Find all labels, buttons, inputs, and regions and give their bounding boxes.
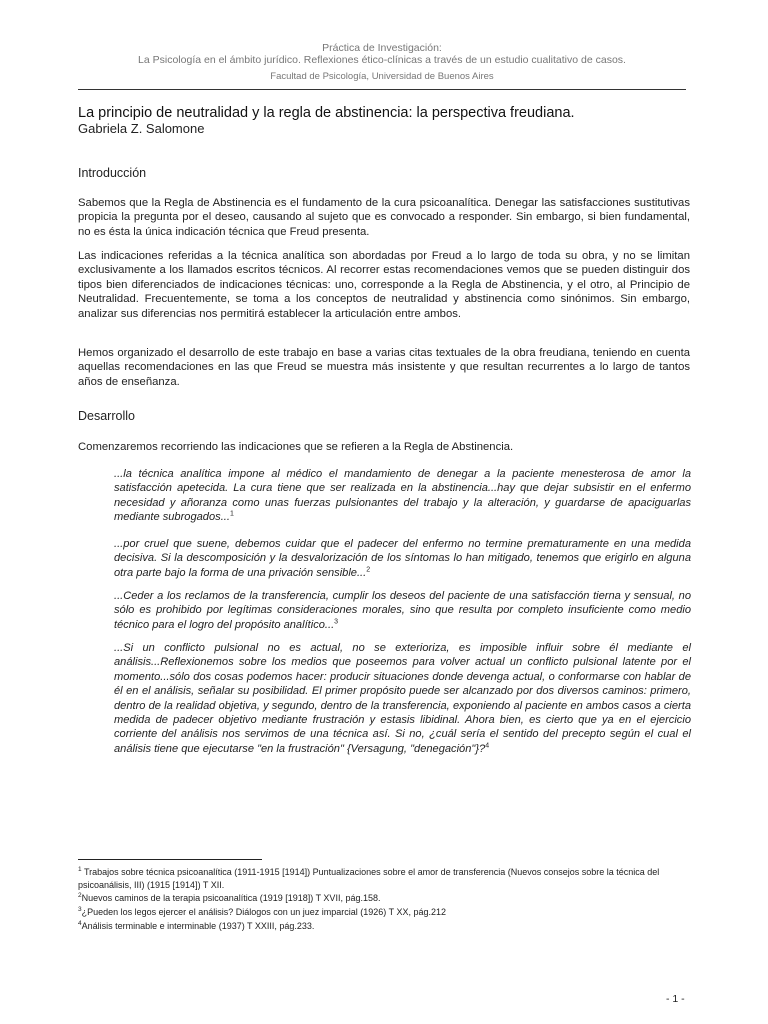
footnote-ref[interactable]: 3 <box>334 618 339 626</box>
quote-text: ...Si un conflicto pulsional no es actual, no se exterioriza, es imposible influir sobre él mediante el análisis...Reflexionemos sobre los medios que poseemos para volver actual un conflicto pulsional latente por el momento...sólo dos cosas podemos hacer: producir situaciones donde devenga actual, o conformarse con hablar de él en el análisis, señalar su posibilidad. El primer propósito puede ser alcanzado por dos diversos caminos: primero, dentro de la realidad objetiva, y segundo, dentro de la transferencia, exponiendo al paciente en ambos casos a cierta medida de padecer objetivo mediante frustración y estasis libidinal. Ahora bien, es cierto que ya en el ejercicio corriente del análisis nos servimos de una técnica así. Si no, ¿cuál sería el sentido del precepto según el cual el análisis tiene que ejecutarse "en la frustración" {Versagung, "denegación"}? <box>114 642 691 755</box>
section-heading-development: Desarrollo <box>78 409 135 423</box>
block-quote-2 <box>114 537 691 580</box>
block-quote-1 <box>114 467 691 525</box>
quote-text: ...Ceder a los reclamos de la transferencia, cumplir los deseos del paciente de una satisfacción tierna y sensual, no sólo es prohibido por legítimas consideraciones morales, sino que resulta por completo insuficiente como medio técnico para el logro del propósito analítico... <box>114 590 691 631</box>
document-title: La principio de neutralidad y la regla de abstinencia: la perspectiva freudiana. <box>78 105 575 121</box>
footnote-text: Trabajos sobre técnica psicoanalítica (1911-1915 [1914]) Puntualizaciones sobre el amor de transferencia (Nuevos consejos sobre la técnica del psicoanálisis, III) (1915 [1914]) T XII. <box>78 867 660 890</box>
footnote-4 <box>78 920 690 933</box>
intro-paragraph-2: Las indicaciones referidas a la técnica analítica son abordadas por Freud a lo largo de toda su obra, y no se limitan exclusivamente a los llamados escritos técnicos. Al recorrer estas recomendaciones vemos que se pueden distinguir dos tipos bien diferenciados de indicaciones técnicas: uno, corresponde a la Regla de Abstinencia, y el otro, al Principio de Neutralidad. Frecuentemente, se toma a los conceptos de neutralidad y abstinencia como sinónimos. Sin embargo, analizar sus diferencias nos permitirá establecer la articulación entre ambos. <box>78 250 690 320</box>
footnote-ref[interactable]: 2 <box>366 566 371 574</box>
footnote-text: Análisis terminable e interminable (1937) T XXIII, pág.233. <box>81 921 315 931</box>
footnote-2 <box>78 892 690 905</box>
footnote-1 <box>78 866 690 892</box>
author-name: Gabriela Z. Salomone <box>78 121 205 136</box>
development-paragraph-1: Comenzaremos recorriendo las indicaciones que se refieren a la Regla de Abstinencia. <box>78 441 514 453</box>
footnote-3 <box>78 906 690 919</box>
footnote-ref[interactable]: 1 <box>229 510 234 518</box>
header-divider <box>78 89 686 90</box>
footnote-divider <box>78 859 262 860</box>
footnote-number: 2 <box>78 892 82 899</box>
intro-paragraph-3: Hemos organizado el desarrollo de este trabajo en base a varias citas textuales de la obra freudiana, teniendo en cuenta aquellas recomendaciones en las que Freud se muestra más insistente y que resultan recurrentes a lo largo de tantos años de enseñanza. <box>78 347 690 388</box>
intro-paragraph-1: Sabemos que la Regla de Abstinencia es el fundamento de la cura psicoanalítica. Denegar las satisfacciones sustitutivas propicia la pregunta por el deseo, causando al sujeto que es convocado a responder. Sin embargo, si bien fundamental, no es ésta la única indicación técnica que Freud presenta. <box>78 197 690 238</box>
block-quote-4 <box>114 641 691 756</box>
header-line-1: Práctica de Investigación: <box>322 42 442 54</box>
footnote-number: 1 <box>78 866 82 873</box>
header-line-2: La Psicología en el ámbito jurídico. Reflexiones ético-clínicas a través de un estudio cualitativo de casos. <box>138 54 626 66</box>
header-line-3: Facultad de Psicología, Universidad de Buenos Aires <box>270 71 494 82</box>
section-heading-introduction: Introducción <box>78 166 147 180</box>
footnote-text: Nuevos caminos de la terapia psicoanalítica (1919 [1918]) T XVII, pág.158. <box>81 893 381 903</box>
footnote-number: 3 <box>78 906 82 913</box>
footnote-text: ¿Pueden los legos ejercer el análisis? Diálogos con un juez imparcial (1926) T XX, pág.212 <box>81 907 447 917</box>
block-quote-3 <box>114 589 691 632</box>
footnote-number: 4 <box>78 920 82 927</box>
quote-text: ...por cruel que suene, debemos cuidar que el padecer del enfermo no termine prematuramente en una medida decisiva. Si la descomposición y la desvalorización de los síntomas lo han mitigado, tenemos que erigirlo en alguna otra parte bajo la forma de una privación sensible... <box>114 538 691 579</box>
quote-text: ...la técnica analítica impone al médico el mandamiento de denegar a la paciente menesterosa de amor la satisfacción apetecida. La cura tiene que ser realizada en la abstinencia...hay que dejar subsistir en el enfermo necesidad y añoranza como unas fuerzas pulsionantes del trabajo y la alteración, y guardarse de apaciguarlas mediante subrogados... <box>114 468 691 524</box>
footnote-ref[interactable]: 4 <box>485 742 490 750</box>
page-number: - 1 - <box>666 993 685 1005</box>
